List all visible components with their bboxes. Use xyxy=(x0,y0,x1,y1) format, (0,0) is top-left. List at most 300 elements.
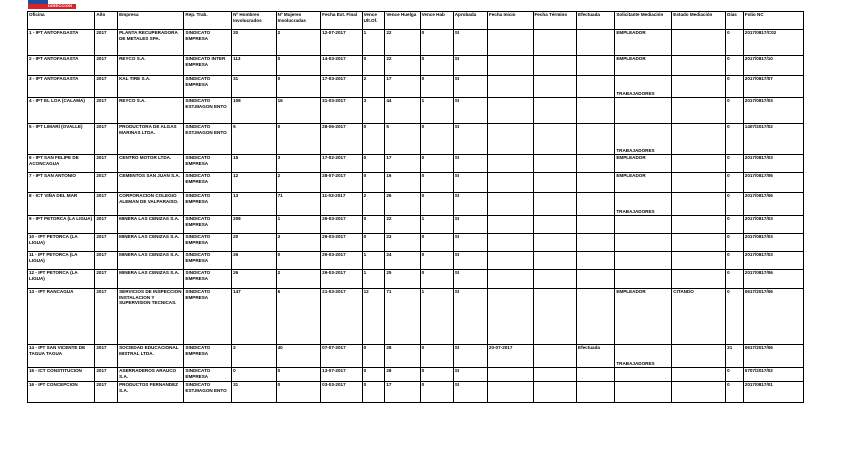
table-cell: SI xyxy=(453,234,487,252)
table-cell xyxy=(672,216,726,234)
table-cell: SINDICATO EMPRESA xyxy=(184,76,232,98)
table-cell: 0 xyxy=(420,76,453,98)
table-cell xyxy=(615,234,672,252)
table-cell: 03-03-2017 xyxy=(321,382,362,403)
table-cell: 16 xyxy=(276,98,321,124)
table-cell: SINDICATO EMPRESA xyxy=(184,345,232,368)
table-cell: 6 xyxy=(276,289,321,345)
table-cell: 31-03-2017 xyxy=(321,98,362,124)
table-cell: 15 xyxy=(232,155,277,173)
table-cell: 2017 xyxy=(95,216,118,234)
table-cell: 0707/2017/02 xyxy=(743,368,803,382)
table-cell: CITANDO xyxy=(672,289,726,345)
table-cell: TRABAJADORES xyxy=(615,76,672,98)
column-header: Empresa xyxy=(118,12,184,30)
column-header: Fecha Ext. Final xyxy=(321,12,362,30)
table-row xyxy=(28,345,804,368)
table-row xyxy=(28,289,804,345)
table-cell: 16 - IPT CONCEPCION xyxy=(28,382,95,403)
table-cell: 28-06-2017 xyxy=(321,124,362,155)
table-cell xyxy=(533,368,577,382)
table-cell: 1407/2017/02 xyxy=(743,124,803,155)
table-cell: 29-03-2017 xyxy=(321,270,362,289)
table-cell: 0 xyxy=(420,173,453,193)
table-cell xyxy=(672,252,726,270)
table-cell: CORPORACION COLEGIO ALEMAN DE VALPARAISO. xyxy=(118,193,184,216)
table-cell: 0 xyxy=(420,270,453,289)
table-cell: 0 xyxy=(362,234,385,252)
table-cell xyxy=(487,30,533,56)
table-cell: 2017 xyxy=(95,234,118,252)
table-cell: 0 xyxy=(420,252,453,270)
table-cell xyxy=(487,234,533,252)
table-cell: 0 xyxy=(420,30,453,56)
table-cell: 0 xyxy=(362,173,385,193)
table-cell xyxy=(672,345,726,368)
table-cell: TRABAJADORES xyxy=(615,345,672,368)
table-cell: 5 xyxy=(232,124,277,155)
table-cell xyxy=(487,270,533,289)
table-cell: 1 xyxy=(420,289,453,345)
table-row xyxy=(28,76,804,98)
table-cell: 2 xyxy=(276,270,321,289)
table-cell: SINDICATO EMPRESA xyxy=(184,30,232,56)
table-cell: SINDICATO INTER EMPRESA xyxy=(184,56,232,76)
table-cell: 13 xyxy=(232,193,277,216)
table-cell xyxy=(672,368,726,382)
table-cell: SINDICATO EMPRESA xyxy=(184,173,232,193)
table-cell: 2017 xyxy=(95,98,118,124)
table-row xyxy=(28,252,804,270)
table-cell: 147 xyxy=(232,289,277,345)
table-cell xyxy=(533,234,577,252)
table-cell: TRABAJADORES xyxy=(615,193,672,216)
table-cell: SINDICATO EMPRESA xyxy=(184,193,232,216)
table-cell xyxy=(487,216,533,234)
table-cell xyxy=(533,76,577,98)
table-cell: 0 xyxy=(362,345,385,368)
table-cell: 17-02-2017 xyxy=(321,155,362,173)
table-cell: 2017/0817/01 xyxy=(743,382,803,403)
table-cell: 6 - IPT SAN FELIPE DE ACONCAGUA xyxy=(28,155,95,173)
table-cell: 2017/0817/03 xyxy=(743,252,803,270)
table-cell: SI xyxy=(453,345,487,368)
table-cell: SI xyxy=(453,98,487,124)
table-cell: 2017 xyxy=(95,76,118,98)
table-cell: EMPLEADOR xyxy=(615,155,672,173)
table-cell: SI xyxy=(453,382,487,403)
table-cell xyxy=(533,270,577,289)
table-cell: SINDICATO EST.MAGON ENTO xyxy=(184,124,232,155)
table-cell: 14-03-2017 xyxy=(321,56,362,76)
table-cell: 8 - ICT VIÑA DEL MAR xyxy=(28,193,95,216)
table-cell: 2017 xyxy=(95,30,118,56)
table-cell: 40 xyxy=(276,345,321,368)
table-cell: 17 xyxy=(385,382,420,403)
table-cell: 0 xyxy=(726,173,744,193)
table-cell: 2017/0817/10 xyxy=(743,56,803,76)
table-cell xyxy=(533,289,577,345)
table-cell: 31 xyxy=(232,76,277,98)
table-cell xyxy=(577,289,615,345)
column-header: Días xyxy=(726,12,744,30)
table-cell xyxy=(615,98,672,124)
table-row xyxy=(28,270,804,289)
table-cell: 28 xyxy=(385,368,420,382)
table-cell: 2017/0817/C02 xyxy=(743,30,803,56)
table-cell: SI xyxy=(453,76,487,98)
table-cell: SINDICATO EST.MAGON ENTO xyxy=(184,382,232,403)
table-cell: 0 xyxy=(726,382,744,403)
table-cell: SINDICATO EMPRESA xyxy=(184,216,232,234)
table-cell xyxy=(672,234,726,252)
table-cell: TRABAJADORES xyxy=(615,124,672,155)
table-cell: 0 xyxy=(276,124,321,155)
table-cell: SOCIEDAD EDUCACIONAL MISTRAL LTDA. xyxy=(118,345,184,368)
table-cell: SINDICATO EMPRESA xyxy=(184,234,232,252)
table-cell xyxy=(533,193,577,216)
table-cell: 17-03-2017 xyxy=(321,76,362,98)
table-cell: REYCO S.A. xyxy=(118,56,184,76)
table-cell: KAL TIRE S.A. xyxy=(118,76,184,98)
table-cell xyxy=(487,76,533,98)
table-cell: 2017 xyxy=(95,252,118,270)
table-cell: 11 - IPT PETORCA (LA LIGUA) xyxy=(28,252,95,270)
table-cell: 11-03-2017 xyxy=(321,193,362,216)
table-cell: 2 xyxy=(232,345,277,368)
table-cell xyxy=(487,193,533,216)
table-row xyxy=(28,173,804,193)
table-cell: 0 xyxy=(362,56,385,76)
table-cell xyxy=(487,56,533,76)
table-cell: 0617/2017/06 xyxy=(743,345,803,368)
table-cell: 3 xyxy=(276,234,321,252)
table-cell: 15 - ICT CONSTITUCION xyxy=(28,368,95,382)
table-cell: 22 xyxy=(385,56,420,76)
table-cell: 13 - IPT RANCAGUA xyxy=(28,289,95,345)
table-cell: 24 xyxy=(385,252,420,270)
table-cell xyxy=(672,124,726,155)
table-cell: SINDICATO EMPRESA xyxy=(184,155,232,173)
table-cell: MINERA LAS CENIZAS S.A. xyxy=(118,252,184,270)
table-row xyxy=(28,98,804,124)
table-cell xyxy=(615,252,672,270)
table-cell: 28 xyxy=(385,345,420,368)
column-header: Vence Ult.Of. xyxy=(362,12,385,30)
table-row xyxy=(28,216,804,234)
table-cell: 0 xyxy=(420,56,453,76)
table-cell: 1 - IPT ANTOFAGASTA xyxy=(28,30,95,56)
table-cell xyxy=(533,155,577,173)
table-cell: 0 xyxy=(420,234,453,252)
table-cell: 108 xyxy=(232,98,277,124)
table-cell: 22 xyxy=(385,30,420,56)
table-cell: 2017 xyxy=(95,193,118,216)
table-cell xyxy=(577,368,615,382)
table-cell xyxy=(672,270,726,289)
header-row xyxy=(28,12,804,30)
table-cell: 0 xyxy=(726,30,744,56)
table-cell: 0 xyxy=(420,155,453,173)
table-cell xyxy=(487,155,533,173)
table-cell xyxy=(533,124,577,155)
table-cell: SI xyxy=(453,289,487,345)
table-row xyxy=(28,368,804,382)
table-cell: 5 - IPT LIMARÍ (OVALLE) xyxy=(28,124,95,155)
column-header: Folio NC xyxy=(743,12,803,30)
table-cell: 2017/0817/03 xyxy=(743,234,803,252)
table-cell: 2017/0817/07 xyxy=(743,76,803,98)
table-cell: 12-07-2017 xyxy=(321,30,362,56)
table-cell: EMPLEADOR xyxy=(615,30,672,56)
table-cell: 0 xyxy=(726,124,744,155)
table-cell: SERVICIOS DE INSPECCION INSTALACION Y SUPERVISION TECNICAS. xyxy=(118,289,184,345)
table-row xyxy=(28,193,804,216)
table-cell: SI xyxy=(453,368,487,382)
column-header: Aprobada xyxy=(453,12,487,30)
table-cell xyxy=(487,173,533,193)
table-cell xyxy=(487,98,533,124)
table-cell: 2017/0817/06 xyxy=(743,193,803,216)
table-cell: 28-07-2017 xyxy=(321,173,362,193)
table-cell: 7 - IPT SAN ANTONIO xyxy=(28,173,95,193)
table-cell: 113 xyxy=(232,56,277,76)
table-cell: 0 xyxy=(726,234,744,252)
table-cell: 22 xyxy=(385,216,420,234)
table-cell: 26 xyxy=(232,252,277,270)
table-cell: 12 - IPT PETORCA (LA LIGUA) xyxy=(28,270,95,289)
table-cell: SI xyxy=(453,56,487,76)
table-cell xyxy=(615,270,672,289)
table-cell: 0 xyxy=(362,382,385,403)
table-cell: 25 xyxy=(385,270,420,289)
table-cell xyxy=(577,270,615,289)
table-cell: SINDICATO EMPRESA xyxy=(184,368,232,382)
table-cell xyxy=(672,30,726,56)
table-cell: SI xyxy=(453,252,487,270)
table-cell: 71 xyxy=(385,289,420,345)
table-cell: 0 xyxy=(276,252,321,270)
table-cell: MINERA LAS CENIZAS S.A. xyxy=(118,234,184,252)
table-cell xyxy=(672,173,726,193)
table-cell: 1 xyxy=(362,270,385,289)
table-cell: 2017/0817/06 xyxy=(743,270,803,289)
table-cell: 0 xyxy=(726,56,744,76)
table-cell: 14 - IPT SAN VICENTE DE TAGUA TAGUA xyxy=(28,345,95,368)
table-cell xyxy=(577,155,615,173)
table-cell: SI xyxy=(453,124,487,155)
mediation-table xyxy=(27,11,804,403)
table-cell xyxy=(577,216,615,234)
table-cell: 44 xyxy=(385,98,420,124)
table-cell xyxy=(487,382,533,403)
table-cell: 0 xyxy=(420,193,453,216)
table-cell: 3 xyxy=(276,155,321,173)
table-cell xyxy=(615,382,672,403)
table-cell: 5 xyxy=(385,124,420,155)
table-cell: 2 xyxy=(362,193,385,216)
column-header: Nº Mujeres Involucradas xyxy=(276,12,321,30)
table-cell: 21-03-2017 xyxy=(321,289,362,345)
column-header: Solicitante Mediación xyxy=(615,12,672,30)
table-row xyxy=(28,56,804,76)
table-cell: SI xyxy=(453,155,487,173)
table-cell xyxy=(577,252,615,270)
table-cell: 2017 xyxy=(95,173,118,193)
table-cell: 2017 xyxy=(95,270,118,289)
table-cell: MINERA LAS CENIZAS S.A. xyxy=(118,216,184,234)
table-cell xyxy=(615,368,672,382)
table-cell: PLANTA RECUPERADORA DE METALES SPA. xyxy=(118,30,184,56)
table-cell: 0 xyxy=(726,270,744,289)
table-cell: 2 xyxy=(276,173,321,193)
table-cell xyxy=(487,368,533,382)
table-cell xyxy=(672,56,726,76)
table-cell: 29-03-2017 xyxy=(321,216,362,234)
table-cell: 1 xyxy=(362,252,385,270)
table-cell: PRODUCTOS FERNANDEZ S.A. xyxy=(118,382,184,403)
table-cell: SI xyxy=(453,216,487,234)
column-header: Oficina xyxy=(28,12,95,30)
table-cell: 1 xyxy=(276,216,321,234)
table-cell: 07-07-2017 xyxy=(321,345,362,368)
table-cell: 2017 xyxy=(95,155,118,173)
table-cell: SINDICATO EMPRESA xyxy=(184,270,232,289)
table-cell: 71 xyxy=(276,193,321,216)
table-cell: CENTRO MOTOR LTDA. xyxy=(118,155,184,173)
table-cell: 31 xyxy=(232,382,277,403)
table-cell: 2017 xyxy=(95,124,118,155)
table-cell: REYCO S.A. xyxy=(118,98,184,124)
table-cell xyxy=(533,30,577,56)
table-cell: SINDICATO EST.MAGON ENTO xyxy=(184,98,232,124)
table-cell: 2017/0817/03 xyxy=(743,98,803,124)
column-header: Vence Hab xyxy=(420,12,453,30)
table-cell: 0 xyxy=(726,193,744,216)
table-cell xyxy=(577,56,615,76)
table-cell: 16 xyxy=(385,173,420,193)
table-cell xyxy=(533,252,577,270)
table-cell: 2017 xyxy=(95,345,118,368)
table-cell xyxy=(672,193,726,216)
table-cell: 0 xyxy=(232,368,277,382)
table-cell: EMPLEADOR xyxy=(615,173,672,193)
table-cell xyxy=(577,234,615,252)
table-cell: 2017 xyxy=(95,289,118,345)
table-cell: 0 xyxy=(420,368,453,382)
table-cell: 2017 xyxy=(95,368,118,382)
table-cell: 20 xyxy=(232,30,277,56)
table-cell xyxy=(487,252,533,270)
table-cell: 23 xyxy=(385,234,420,252)
table-cell: 0 xyxy=(726,252,744,270)
table-row xyxy=(28,124,804,155)
table-cell xyxy=(577,173,615,193)
column-header: Fecha Término xyxy=(533,12,577,30)
table-cell: 0 xyxy=(362,368,385,382)
table-cell: 29-03-2017 xyxy=(321,234,362,252)
table-cell xyxy=(577,76,615,98)
table-cell xyxy=(487,124,533,155)
table-cell: 26 xyxy=(385,193,420,216)
table-cell xyxy=(533,173,577,193)
table-cell: 31 xyxy=(726,345,744,368)
table-cell: 0617/2017/06 xyxy=(743,289,803,345)
table-cell: 2 - IPT ANTOFAGASTA xyxy=(28,56,95,76)
logo-text: DIRECCIÓN DEL TRABAJO xyxy=(48,3,73,18)
table-cell xyxy=(487,289,533,345)
table-cell: 12 xyxy=(232,173,277,193)
table-cell: 1 xyxy=(420,98,453,124)
table-cell xyxy=(533,216,577,234)
table-cell: 3 - IPT ANTOFAGASTA xyxy=(28,76,95,98)
table-cell: 0 xyxy=(726,76,744,98)
table-cell: 26 xyxy=(232,270,277,289)
table-row xyxy=(28,234,804,252)
table-cell: 20-07-2017 xyxy=(487,345,533,368)
column-header: Efectuada xyxy=(577,12,615,30)
table-cell: 4 - IPT EL LOA (CALAMA) xyxy=(28,98,95,124)
table-row xyxy=(28,155,804,173)
table-cell xyxy=(533,56,577,76)
table-cell xyxy=(577,124,615,155)
table-cell: 0 xyxy=(726,155,744,173)
table-cell: CEMENTOS SAN JUAN S.A. xyxy=(118,173,184,193)
table-cell: 3 xyxy=(362,98,385,124)
table-cell: ASERRADEROS ARAUCO S.A. xyxy=(118,368,184,382)
table-cell: 2017/0817/03 xyxy=(743,216,803,234)
table-cell: 0 xyxy=(276,76,321,98)
table-cell xyxy=(672,382,726,403)
table-cell: 17 xyxy=(385,76,420,98)
table-cell: 0 xyxy=(726,289,744,345)
table-cell: 2017 xyxy=(95,56,118,76)
table-cell: 2017/0817/03 xyxy=(743,155,803,173)
table-cell: 0 xyxy=(276,382,321,403)
table-cell: 2017/0817/06 xyxy=(743,173,803,193)
table-cell: 0 xyxy=(362,124,385,155)
column-header: Nº Hombres Involucrados xyxy=(232,12,277,30)
table-cell xyxy=(577,98,615,124)
table-cell xyxy=(577,382,615,403)
table-cell: 0 xyxy=(726,216,744,234)
table-cell: Efectuada xyxy=(577,345,615,368)
table-cell: 0 xyxy=(362,155,385,173)
table-cell xyxy=(533,345,577,368)
table-cell: SI xyxy=(453,173,487,193)
table-cell: MINERA LAS CENIZAS S.A. xyxy=(118,270,184,289)
table-cell: PRODUCTORA DE ALGAS MARINAS LTDA. xyxy=(118,124,184,155)
table-cell: 0 xyxy=(276,56,321,76)
table-cell: 13-07-2017 xyxy=(321,368,362,382)
table-cell: 208 xyxy=(232,216,277,234)
table-cell xyxy=(577,30,615,56)
table-cell: 2017 xyxy=(95,382,118,403)
table-cell: 10 - IPT PETORCA (LA LIGUA) xyxy=(28,234,95,252)
table-cell: 0 xyxy=(726,368,744,382)
table-cell: 2 xyxy=(362,76,385,98)
table-cell xyxy=(672,155,726,173)
table-cell: 0 xyxy=(420,345,453,368)
table-cell: 0 xyxy=(726,98,744,124)
table-cell: 12 xyxy=(362,289,385,345)
column-header: Vence Huelga xyxy=(385,12,420,30)
table-cell: 2 xyxy=(276,30,321,56)
table-cell: 9 - IPT PETORCA (LA LIGUA) xyxy=(28,216,95,234)
table-cell xyxy=(577,193,615,216)
table-cell: 20 xyxy=(232,234,277,252)
table-cell: SINDICATO EMPRESA xyxy=(184,252,232,270)
